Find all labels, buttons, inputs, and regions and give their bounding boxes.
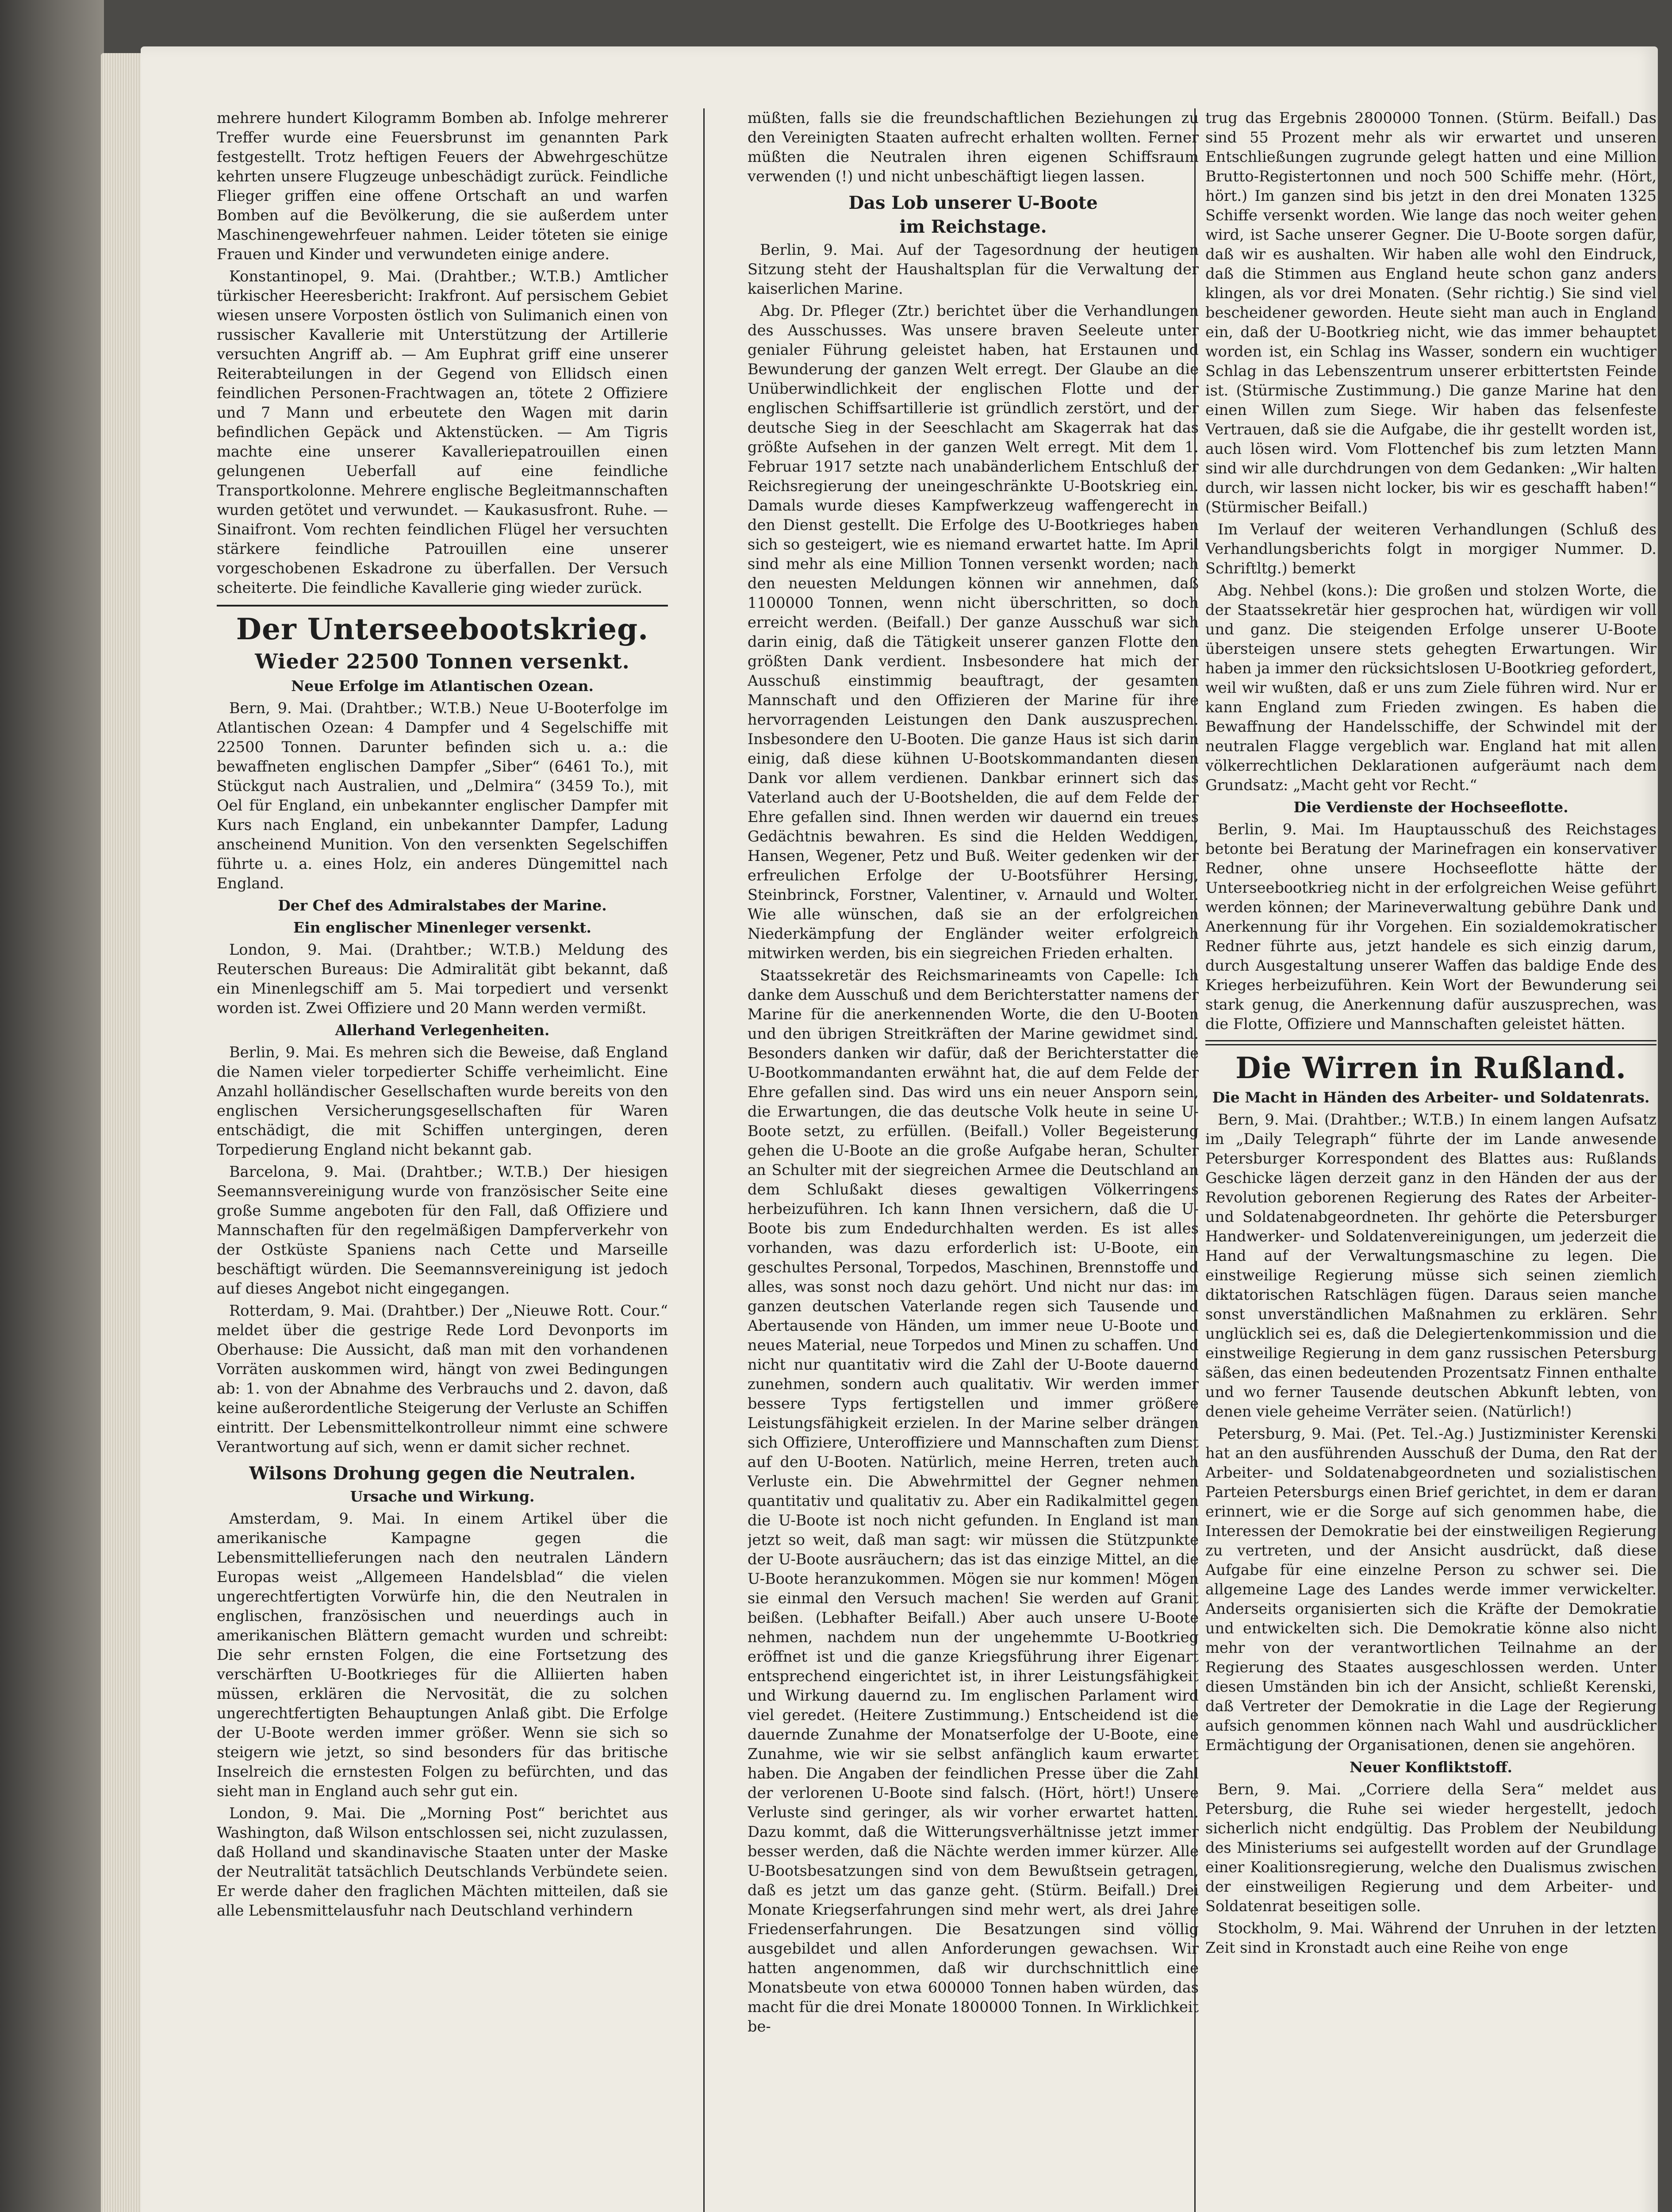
- headline-russland: Die Wirren in Rußland.: [1235, 1051, 1626, 1085]
- headline-lob-line1: Das Lob unserer U-Boote: [848, 192, 1098, 213]
- article-paragraph: Rotterdam, 9. Mai. (Drahtber.) Der „Nieuwe Rott. Cour.“ meldet über die gestrige Rede Lord Devonports im Oberhause: Die Aussicht, daß man mit den vorhandenen Vorräten auskommen wird, hängt von zwei Bedingungen ab: 1. von der Abnahme des Verbrauchs und 2. davon, daß keine außerordentliche Steigerung der Verluste an Schiffen eintritt. Der Lebensmittelkontrolleur nimmt eine schwere Verantwortung auf sich, wenn er damit sicher rechnet.: [217, 1302, 668, 1455]
- article-paragraph: Barcelona, 9. Mai. (Drahtber.; W.T.B.) Der hiesigen Seemannsvereinigung wurde von französischer Seite eine große Summe angeboten für den Fall, daß Offiziere und Mannschaften für den regelmäßigen Dampferverkehr von der Ostküste Spaniens nach Cette und Marseille beschäftigt würden. Die Seemannsvereinigung ist jedoch auf dieses Angebot nicht eingegangen.: [217, 1163, 668, 1297]
- article-paragraph: London, 9. Mai. Die „Morning Post“ berichtet aus Washington, daß Wilson entschlossen sei, nicht zuzulassen, daß Holland und skandinavische Staaten unter der Maske der Neutralität tatsächlich Deutschlands Verbündete seien. Er werde daher den fraglichen Mächten mitteilen, daß sie alle Lebensmittelausfuhr nach Deutschland verhindern: [217, 1805, 668, 1919]
- column-rule: [703, 108, 705, 2212]
- signature-line: Der Chef des Admiralstabes der Marine.: [278, 897, 607, 914]
- article-paragraph: Im Verlauf der weiteren Verhandlungen (Schluß des Verhandlungsberichts folgt in morgiger Nummer. D. Schriftltg.) bemerkt: [1205, 521, 1657, 577]
- article-paragraph: Petersburg, 9. Mai. (Pet. Tel.-Ag.) Justizminister Kerenski hat an den ausführenden Ausschuß der Duma, den Rat der Arbeiter- und Soldatenabgeordneten und sozialistischen Parteien Petersburgs einen Brief gerichtet, in dem er daran erinnert, wie er die Sorge auf sich genommen habe, die Interessen der Demokratie bei der einstweiligen Regierung zu vertreten, und der Ansicht ausdrückt, daß diese Aufgabe für eine einzelne Person zu schwer sei. Die allgemeine Lage des Landes werde immer verwickelter. Anderseits organisierten sich die Kräfte der Demokratie und entwickelten sich. Die Demokratie könne also nicht mehr von der verantwortlichen Teilnahme an der Regierung des Staates ausgeschlossen werden. Unter diesen Umständen bin ich der Ansicht, schließt Kerenski, daß Vertreter der Demokratie in die Lage der Regierung aufsich genommen können nach Wahl und ausdrücklicher Ermächtigung der Organisationen, denen sie angehören.: [1205, 1425, 1657, 1754]
- book-spine: [0, 0, 104, 2212]
- article-paragraph: Berlin, 9. Mai. Es mehren sich die Beweise, daß England die Namen vieler torpedierter Schiffe verheimlicht. Eine Anzahl holländischer Gesellschaften wurde bereits von den englischen Versicherungsgesellschaften für Waren entschädigt, die mit Schiffen untergingen, deren Torpedierung England nicht bekannt gab.: [217, 1044, 668, 1158]
- column-2: [748, 108, 1199, 2212]
- subhead-ursache: Ursache und Wirkung.: [350, 1488, 535, 1505]
- subhead-note: Neue Erfolge im Atlantischen Ozean.: [291, 677, 594, 695]
- subhead-verdienste: Die Verdienste der Hochseeflotte.: [1293, 799, 1568, 816]
- subhead-verlegenheiten: Allerhand Verlegenheiten.: [335, 1022, 550, 1039]
- article-paragraph: Amsterdam, 9. Mai. In einem Artikel über die amerikanische Kampagne gegen die Lebensmittellieferungen nach den neutralen Ländern Europas weist „Allgemeen Handelsblad“ die vielen ungerechtfertigten Vorwürfe hin, die den Neutralen in englischen, französischen und neuerdings auch in amerikanischen Blättern gemacht wurden und schreibt: Die sehr ernsten Folgen, die eine Fortsetzung des verschärften U-Bootkrieges für die Alliierten haben müssen, erklären die Nervosität, die zu solchen ungerechtfertigten Behauptungen Anlaß gibt. Die Erfolge der U-Boote werden immer größer. Wenn sie sich so steigern wie jetzt, so sind besonders für das britische Inselreich die ernstesten Folgen zu befürchten, und das sieht man in England auch sehr gut ein.: [217, 1510, 668, 1800]
- subhead-konflikt: Neuer Konfliktstoff.: [1349, 1759, 1513, 1776]
- page-edges: [101, 53, 143, 2212]
- subheadline-tonnen: Wieder 22500 Tonnen versenkt.: [255, 649, 630, 673]
- column-1: [217, 108, 668, 2212]
- article-paragraph: Stockholm, 9. Mai. Während der Unruhen in der letzten Zeit sind in Kronstadt auch eine Reihe von enge: [1205, 1920, 1657, 1956]
- article-paragraph: Konstantinopel, 9. Mai. (Drahtber.; W.T.B.) Amtlicher türkischer Heeresbericht: Irakfront. Auf persischem Gebiet wiesen unsere Vorposten östlich von Sulimanich einen von russischer Kavallerie mit Unterstützung der Artillerie versuchten Angriff ab. — Am Euphrat griff eine unserer Reiterabteilungen in der Gegend von Ellidsch einen feindlichen Personen-Frachtwagen an, tötete 2 Offiziere und 7 Mann und erbeutete den Wagen mit darin befindlichen Gepäck und Aktenstücken. — Am Tigris machte eine unserer Kavalleriepatrouillen einen gelungenen Ueberfall auf eine feindliche Transportkolonne. Mehrere englische Begleitmannschaften wurden getötet und verwundet. — Kaukasusfront. Ruhe. — Sinaifront. Vom rechten feindlichen Flügel her versuchten stärkere feindliche Patrouillen eine unserer vorgeschobenen Eskadrone zu überfallen. Der Versuch scheiterte. Die feindliche Kavallerie ging wieder zurück.: [217, 268, 668, 596]
- section-divider: [1205, 1040, 1657, 1045]
- article-paragraph: Berlin, 9. Mai. Auf der Tagesordnung der heutigen Sitzung steht der Haushaltsplan für die Verwaltung der kaiserlichen Marine.: [748, 241, 1199, 297]
- article-paragraph: Berlin, 9. Mai. Im Hauptausschuß des Reichstages betonte bei Beratung der Marinefragen ein konservativer Redner, ohne unsere Hochseeflotte hätte der Unterseebootkrieg nicht in der erfolgreichen Weise geführt werden können; der Marineverwaltung gebühre Dank und Anerkennung für ihr Vorgehen. Ein sozialdemokratischer Redner führte aus, jetzt handele es sich einzig darum, durch Ausgestaltung unserer Waffen das baldige Ende des Krieges herbeizuführen. Kein Wort der Bewunderung sei stark genug, die Anerkennung dafür auszusprechen, was die Flotte, Offiziere und Mannschaften geleistet hätten.: [1205, 821, 1657, 1033]
- subhead-macht: Die Macht in Händen des Arbeiter- und Soldatenrats.: [1212, 1089, 1650, 1106]
- article-paragraph: trug das Ergebnis 2800000 Tonnen. (Stürm. Beifall.) Das sind 55 Prozent mehr als wir erwartet und unseren Entschließungen zugrunde gelegt hatten und eine Million Brutto-Registertonnen und noch 500 Schiffe mehr. (Hört, hört.) Im ganzen sind bis jetzt in den drei Monaten 1325 Schiffe versenkt worden. Wie lange das noch weiter gehen wird, ist Sache unserer Gegner. Die U-Boote sorgen dafür, daß wir es aushalten. Wir haben alle wohl den Eindruck, daß die Stimmen aus England heute schon ganz anders klingen, als vor drei Monaten. (Sehr richtig.) Sie sind viel bescheidener geworden. Heute sieht man auch in England ein, daß der U-Bootkrieg nicht, wie das immer behauptet worden ist, ein Schlag ins Wasser, sondern ein wuchtiger Schlag in das Lebenszentrum unserer erbittertsten Feinde ist. (Stürmische Zustimmung.) Die ganze Marine hat den einen Willen zum Siege. Wir haben das felsenfeste Vertrauen, daß sie die Aufgabe, die ihr gestellt worden ist, auch lösen wird. Vom Flottenchef bis zum letzten Mann sind wir alle durchdrungen von dem Gedanken: „Wir halten durch, wir lassen nicht locker, bis wir es geschafft haben!“ (Stürmischer Beifall.): [1205, 109, 1657, 516]
- article-paragraph: London, 9. Mai. (Drahtber.; W.T.B.) Meldung des Reuterschen Bureaus: Die Admiralität gibt bekannt, daß ein Minenlegschiff am 5. Mai torpediert und versenkt worden ist. Zwei Offiziere und 20 Mann werden vermißt.: [217, 941, 668, 1017]
- section-divider: [217, 605, 668, 607]
- headline-unterseebootskrieg: Der Unterseebootskrieg.: [236, 612, 649, 646]
- subhead-minenleger: Ein englischer Minenleger versenkt.: [293, 919, 592, 936]
- headline-wilson: Wilsons Drohung gegen die Neutralen.: [249, 1463, 636, 1484]
- article-paragraph: Abg. Dr. Pfleger (Ztr.) berichtet über die Verhandlungen des Ausschusses. Was unsere braven Seeleute unter genialer Führung geleistet haben, hat Erstaunen und Bewunderung der ganzen Welt erregt. Der Glaube an die Unüberwindlichkeit der englischen Flotte und der englischen Schiffsartillerie ist gründlich zerstört, und der deutsche Sieg in der Seeschlacht am Skagerrak hat das größte Aufsehen in der ganzen Welt erregt. Mit dem 1. Februar 1917 setzte nach unabänderlichem Entschluß der Reichsregierung der uneingeschränkte U-Bootskrieg ein. Damals wurde dieses Kampfwerkzeug waffengerecht in den Dienst gestellt. Die Erfolge des U-Bootkrieges haben sich so gesteigert, wie es niemand erwartet hatte. Im April sind mehr als eine Million Tonnen versenkt worden; nach den neuesten Meldungen können wir annehmen, daß 1100000 Tonnen, wenn nicht überschritten, so doch erreicht werden. (Beifall.) Der ganze Ausschuß war sich darin einig, daß die Tätigkeit unserer ganzen Flotte den größten Dank verdient. Insbesondere hat mich der Ausschuß einstimmig beauftragt, der gesamten Mannschaft und den Offizieren der Marine für ihre hervorragenden Leistungen den Dank auszusprechen. Insbesondere den U-Booten. Die ganze Haus ist sich darin einig, daß diese kühnen U-Bootskommandanten diesen Dank vor allem verdienen. Dankbar erinnert sich das Vaterland auch der U-Bootshelden, die auf dem Felde der Ehre gefallen sind. Ihnen werden wir dauernd ein treues Gedächtnis bewahren. Es sind die Helden Weddigen, Hansen, Wegener, Petz und Buß. Weiter gedenken wir der erfreulichen Erfolge der U-Bootsführer Hersing, Steinbrinck, Forstner, Valentiner, v. Arnauld und Wolter. Wie alle wünschen, daß sie an der erfolgreichen Niederkämpfung der Engländer weiter erfolgreich mitwirken werden, bis ein siegreichen Frieden erhalten.: [748, 302, 1199, 962]
- article-paragraph: Abg. Nehbel (kons.): Die großen und stolzen Worte, die der Staatssekretär hier gesprochen hat, würdigen wir voll und ganz. Die steigenden Erfolge unserer U-Boote übersteigen unsere stets gehegten Erwartungen. Wir haben ja immer den rücksichtslosen U-Bootkrieg gefordert, weil wir wußten, daß er uns zum Ziele führen wird. Nur er kann England zum Frieden zwingen. Es haben die Bewaffnung der Handelsschiffe, der Schwindel mit der neutralen Flagge vergeblich war. England hat mit allen völkerrechtlichen Deklarationen aufgeräumt nach dem Grundsatz: „Macht geht vor Recht.“: [1205, 582, 1657, 794]
- article-paragraph: müßten, falls sie die freundschaftlichen Beziehungen zu den Vereinigten Staaten aufrecht erhalten wollten. Ferner müßten die Neutralen ihren eigenen Schiffsraum verwenden (!) und nicht unbeschäftigt liegen lassen.: [748, 109, 1199, 185]
- article-paragraph: Bern, 9. Mai. (Drahtber.; W.T.B.) In einem langen Aufsatz im „Daily Telegraph“ führte der im Lande anwesende Petersburger Korrespondent des Blattes aus: Rußlands Geschicke lägen derzeit ganz in den Händen der aus der Revolution geborenen Regierung des Rates der Arbeiter- und Soldatenabgeordneten. Ihr gehörte die Petersburger Handwerker- und Soldatenvereinigungen, um jederzeit die Hand auf der Verwaltungsmaschine zu legen. Die einstweilige Regierung müsse sich seinen ziemlich diktatorischen Ratschlägen fügen. Daraus seien manche sonst unverständlichen Maßnahmen zu erklären. Sehr unglücklich sei es, daß die Delegiertenkommission und die einstweilige Regierung in dem ganz russischen Petersburg säßen, das einen bedeutenden Prozentsatz Finnen enthalte und wo ferner Tausende deutschen Abkunft lebten, von denen viele geheime Verräter seien. (Natürlich!): [1205, 1111, 1657, 1420]
- article-paragraph: Bern, 9. Mai. (Drahtber.; W.T.B.) Neue U-Booterfolge im Atlantischen Ozean: 4 Dampfer und 4 Segelschiffe mit 22500 Tonnen. Darunter befinden sich u. a.: die bewaffneten englischen Dampfer „Siber“ (6461 To.), mit Stückgut nach Australien, und „Delmira“ (3459 To.), mit Oel für England, ein unbekannter englischer Dampfer mit Kurs nach England, ein unbekannter Dampfer, Ladung anscheinend Munition. Von den versenkten Segelschiffen führte u. a. eines Holz, ein anderes Düngemittel nach England.: [217, 699, 668, 892]
- column-3: [1205, 108, 1657, 2212]
- article-paragraph: Bern, 9. Mai. „Corriere della Sera“ meldet aus Petersburg, die Ruhe sei wieder hergestellt, jedoch sicherlich nicht endgültig. Das Problem der Neubildung des Ministeriums sei aufgestellt worden auf der Grundlage einer Koalitionsregierung, welche den Dualismus zwischen der einstweiligen Regierung und dem Arbeiter- und Soldatenrat beseitigen solle.: [1205, 1781, 1657, 1915]
- headline-lob-line2: im Reichstage.: [899, 216, 1047, 237]
- article-paragraph: Staatssekretär des Reichsmarineamts von Capelle: Ich danke dem Ausschuß und dem Berichterstatter namens der Marine für die anerkennenden Worte, die den U-Booten und den übrigen Streitkräften der Marine gewidmet sind. Besonders danken wir dafür, daß der Berichterstatter die U-Bootkommandanten erwähnt hat, die auf dem Felde der Ehre gefallen sind. Das wird uns ein neuer Ansporn sein, die Erwartungen, die das deutsche Volk heute in seine U-Boote setzt, zu erfüllen. (Beifall.) Voller Begeisterung gehen die U-Boote an die große Aufgabe heran, Schulter an Schulter mit der siegreichen Armee die Deutschland an dem Schlußakt dieses gewaltigen Völkerringens herbeizuführen. Ich kann Ihnen versichern, daß die U-Boote bis zum Endedurchhalten werden. Es ist alles vorhanden, was dazu erforderlich ist: U-Boote, ein geschultes Personal, Torpedos, Maschinen, Brennstoffe und alles, was sonst noch dazu gehört. Und nicht nur das: im ganzen deutschen Vaterlande regen sich Tausende und Abertausende von Händen, um immer neue U-Boote und neues Material, neue Torpedos und Minen zu schaffen. Und nicht nur quantitativ wird die Zahl der U-Boote dauernd zunehmen, sondern auch qualitativ. Wir werden immer bessere Typs fertigstellen und immer größere Leistungsfähigkeit erzielen. In der Marine selber drängen sich Offiziere, Unteroffiziere und Mannschaften zum Dienst auf den U-Booten. Natürlich, meine Herren, treten auch Verluste ein. Die Abwehrmittel der Gegner nehmen quantitativ und qualitativ zu. Aber ein Radikalmittel gegen die U-Boote ist noch nicht gefunden. In England ist man jetzt so weit, daß man sagt: wir müssen die Stützpunkte der U-Boote ausräuchern; das ist das einzige Mittel, an die U-Boote heranzukommen. Mögen sie nur kommen! Mögen sie einmal den Versuch machen! Sie werden auf Granit beißen. (Lebhafter Beifall.) Aber auch unsere U-Boote nehmen, nachdem nun der ungehemmte U-Bootkrieg eröffnet ist und die ganze Kriegsführung ihrer Eigenart entsprechend eingerichtet ist, in ihrer Leistungsfähigkeit und Wirkung dauernd zu. Im englischen Parlament wird viel geredet. (Heitere Zustimmung.) Entscheidend ist die dauernde Zunahme der Monatserfolge der U-Boote, eine Zunahme, wie wir sie selbst anfänglich kaum erwartet haben. Die Angaben der feindlichen Presse über die Zahl der verlorenen U-Boote sind falsch. (Hört, hört!) Unsere Verluste sind geringer, als wir vorher erwartet hatten. Dazu kommt, daß die Witterungsverhältnisse jetzt immer besser werden, daß die Nächte werden immer kürzer. Alle U-Bootsbesatzungen sind von dem Bewußtsein getragen, daß es jetzt um das ganze geht. (Stürm. Beifall.) Drei Monate Kriegserfahrungen sind mehr wert, als drei Jahre Friedenserfahrungen. Die Besatzungen sind völlig ausgebildet und allen Anforderungen gewachsen. Wir hatten angenommen, daß wir durchschnittlich eine Monatsbeute von etwa 600000 Tonnen haben würden, das macht für die drei Monate 1800000 Tonnen. In Wirklichkeit be-: [748, 967, 1199, 2035]
- article-paragraph: mehrere hundert Kilogramm Bomben ab. Infolge mehrerer Treffer wurde eine Feuersbrunst im genannten Park festgestellt. Trotz heftigen Feuers der Abwehrgeschütze kehrten unsere Flugzeuge unbeschädigt zurück. Feindliche Flieger griffen eine offene Ortschaft an und warfen Bomben auf die Bevölkerung, die sie außerdem unter Maschinengewehrfeuer nahmen. Leider töteten sie einige Frauen und Kinder und verwundeten einige andere.: [217, 109, 668, 263]
